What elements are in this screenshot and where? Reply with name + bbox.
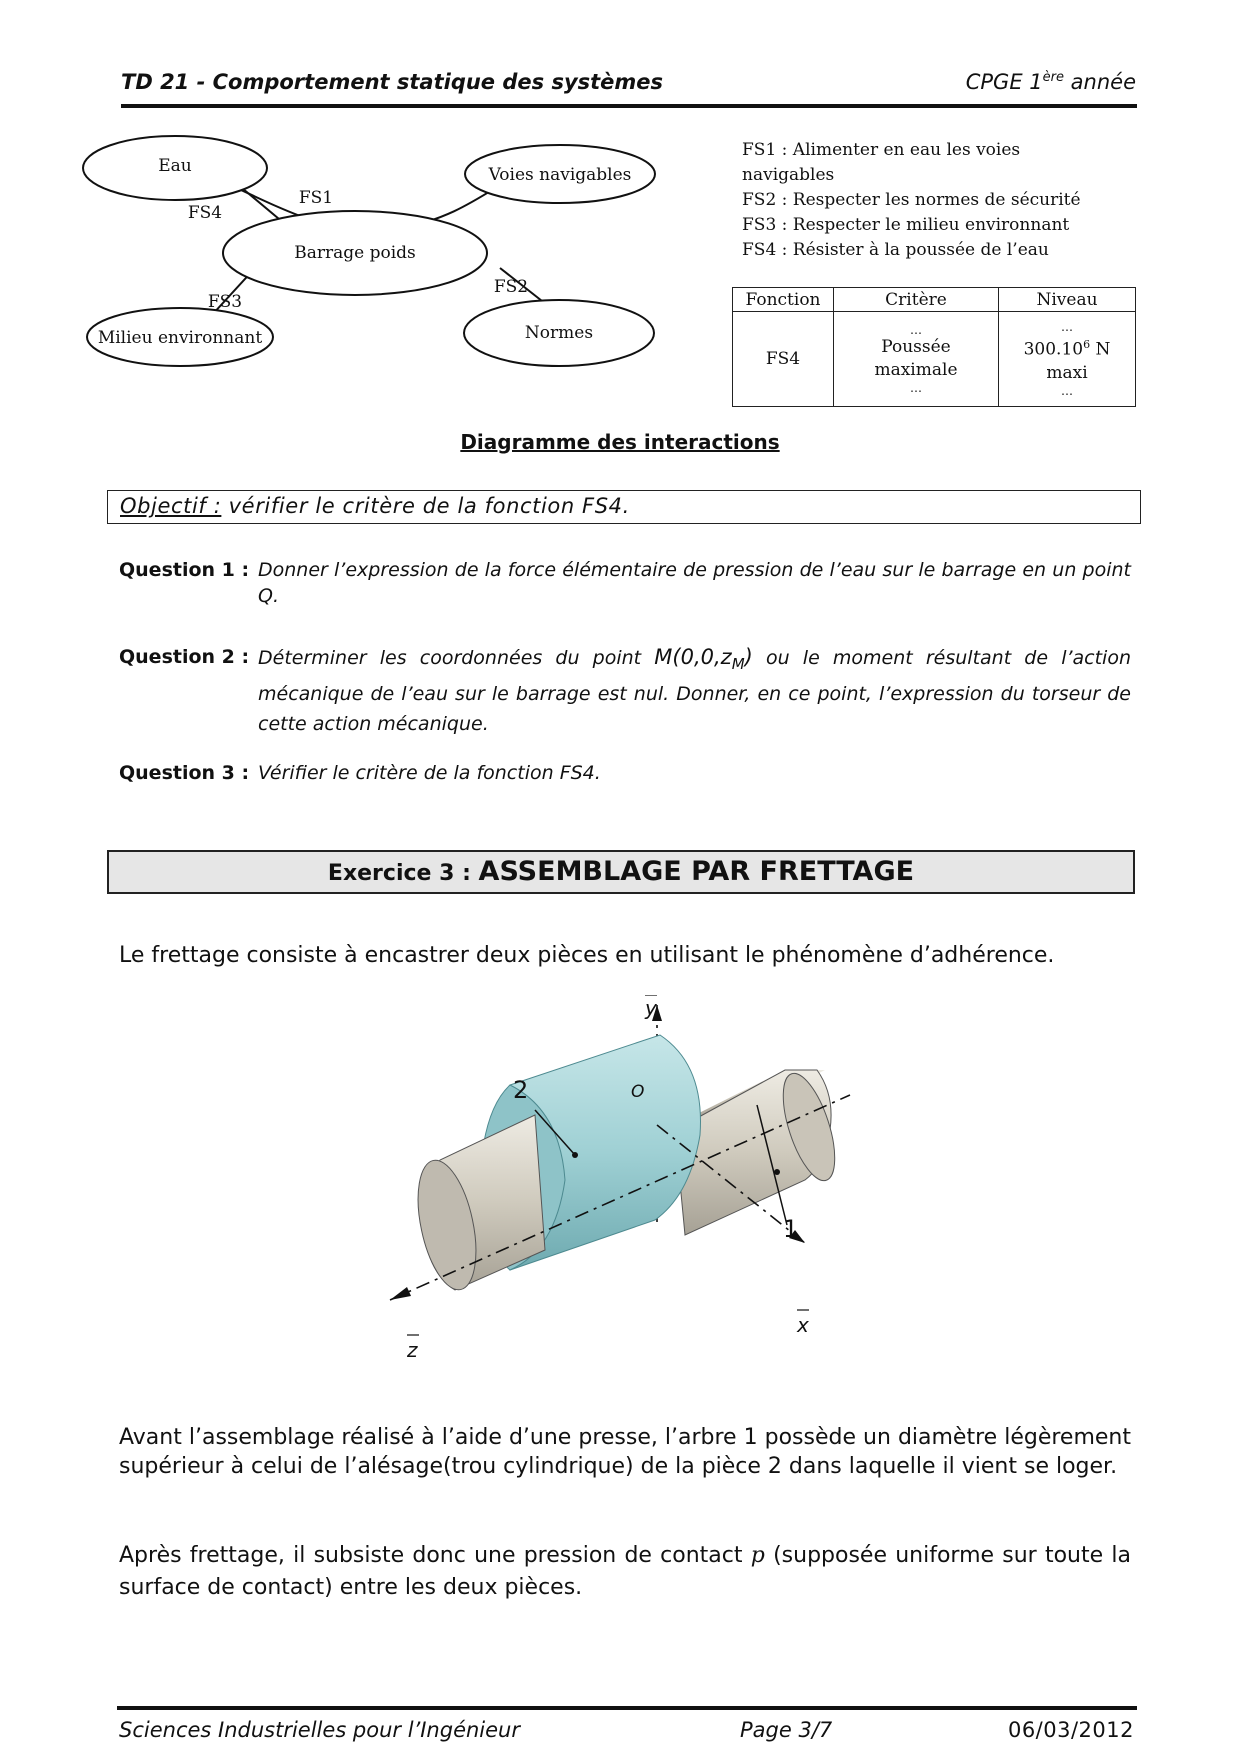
niveau-value: 300.10 [1023,339,1084,360]
niveau-ellipsis-top: … [1061,320,1073,335]
shrink-fit-figure [385,995,855,1365]
class-level-suffix: année [1063,70,1136,94]
paragraph-after-b: (supposée uniforme sur toute la surface de contact) entre les deux pièces. [119,1543,1131,1600]
question-1-text: Donner l’expression de la force élémentaire de pression de l’eau sur le barrage en un point Q. [258,559,1131,607]
question-3-text: Vérifier le critère de la fonction FS4. [258,762,601,784]
point-m [654,645,753,674]
exercise-prefix: Exercice 3 : [327,861,479,886]
leader-1-dot [774,1169,780,1175]
cell-niveau [999,312,1136,407]
objective-label: Objectif : [120,494,222,518]
question-2-text [258,642,1131,739]
x-axis-label: x [797,1313,809,1337]
critere-line-1: Poussée [881,337,951,357]
legend-fs3: FS3 : Respecter le milieu environnant [742,215,1070,235]
point-m-sub: M [731,655,745,674]
col-fonction: Fonction [733,288,834,312]
paragraph-after-a: Après frettage, il subsiste donc une pression de contact [119,1543,751,1568]
question-2-text-a: Déterminer les coordonnées du point [258,647,655,669]
question-1-label: Question 1 : [119,559,250,581]
cell-fonction: FS4 [733,312,834,407]
link-fs4-label: FS4 [187,203,223,223]
intro-paragraph: Le frettage consiste à encastrer deux pièces en utilisant le phénomène d’adhérence. [119,943,1055,968]
critere-line-2: maximale [874,360,958,380]
footer-course: Sciences Industrielles pour l’Ingénieur [119,1718,520,1742]
legend-fs1-cont: navigables [742,165,835,185]
exercise-title: ASSEMBLAGE PAR FRETTAGE [478,856,915,887]
class-level-prefix: CPGE 1 [965,70,1043,94]
node-milieu-label: Milieu environnant [97,328,263,348]
document-title: TD 21 - Comportement statique des systèmes [121,70,664,94]
node-barrage-label: Barrage poids [294,243,416,263]
exercise-title-box [107,850,1135,894]
part-1-label: 1 [783,1215,799,1243]
diagram-caption: Diagramme des interactions [460,430,780,454]
interaction-diagram [80,128,680,378]
pressure-symbol: p [750,1543,765,1568]
legend-fs1: FS1 : Alimenter en eau les voies [742,140,1021,160]
question-1 [119,557,1131,609]
niveau-line-2: maxi [1046,362,1088,383]
class-level [966,70,1136,94]
niveau-exponent: 6 [1083,338,1091,352]
question-2 [119,642,1131,739]
node-normes-label: Normes [524,323,594,343]
critere-ellipsis-bottom: … [910,381,922,395]
objective-text: vérifier le critère de la fonction FS4. [221,494,630,518]
question-2-text-b: ou le moment résultant de l’action mécanique de l’eau sur le barrage est nul. Donner, en ce point, l’expression du torseur de cette action mécanique. [258,647,1131,736]
objective-box [107,490,1141,524]
niveau-unit: N [1090,339,1111,360]
niveau-line-1 [999,333,1135,362]
functions-legend [742,138,1081,263]
legend-fs4: FS4 : Résister à la poussée de l’eau [742,240,1049,260]
paragraph-after-assembly [119,1540,1131,1604]
footer-date: 06/03/2012 [1007,1718,1134,1742]
point-m-coords: M(0,0,z [654,645,732,669]
part-2-label: 2 [513,1076,529,1104]
col-niveau: Niveau [999,288,1136,312]
point-m-end: ) [744,645,753,669]
z-axis-arrow [390,1287,411,1300]
link-fs2-label: FS2 [493,277,529,297]
class-level-sup: ère [1042,70,1064,85]
question-3-label: Question 3 : [119,762,250,784]
paragraph-before-assembly: Avant l’assemblage réalisé à l’aide d’une presse, l’arbre 1 possède un diamètre légèrement supérieur à celui de l’alésage(trou cylindrique) de la pièce 2 dans laquelle il vient se loger. [119,1425,1131,1479]
z-axis-label: z [407,1338,418,1362]
function-table [732,287,1136,407]
y-axis-label: y [645,996,657,1020]
cell-critere [834,312,999,407]
col-critere: Critère [834,288,999,312]
niveau-ellipsis-bottom: … [1061,383,1073,398]
footer-rule [117,1706,1137,1710]
node-voies-label: Voies navigables [488,165,632,185]
link-fs3-label: FS3 [207,292,243,312]
footer-page: Page 3/7 [740,1718,833,1742]
critere-ellipsis-top: … [910,323,922,337]
origin-label: O [631,1082,645,1102]
leader-2-dot [572,1152,578,1158]
legend-fs2: FS2 : Respecter les normes de sécurité [742,190,1081,210]
question-2-label: Question 2 : [119,646,250,668]
node-eau-label: Eau [158,156,192,176]
link-fs1-label: FS1 [298,188,334,208]
header-rule [121,104,1137,108]
question-3 [119,760,1131,786]
